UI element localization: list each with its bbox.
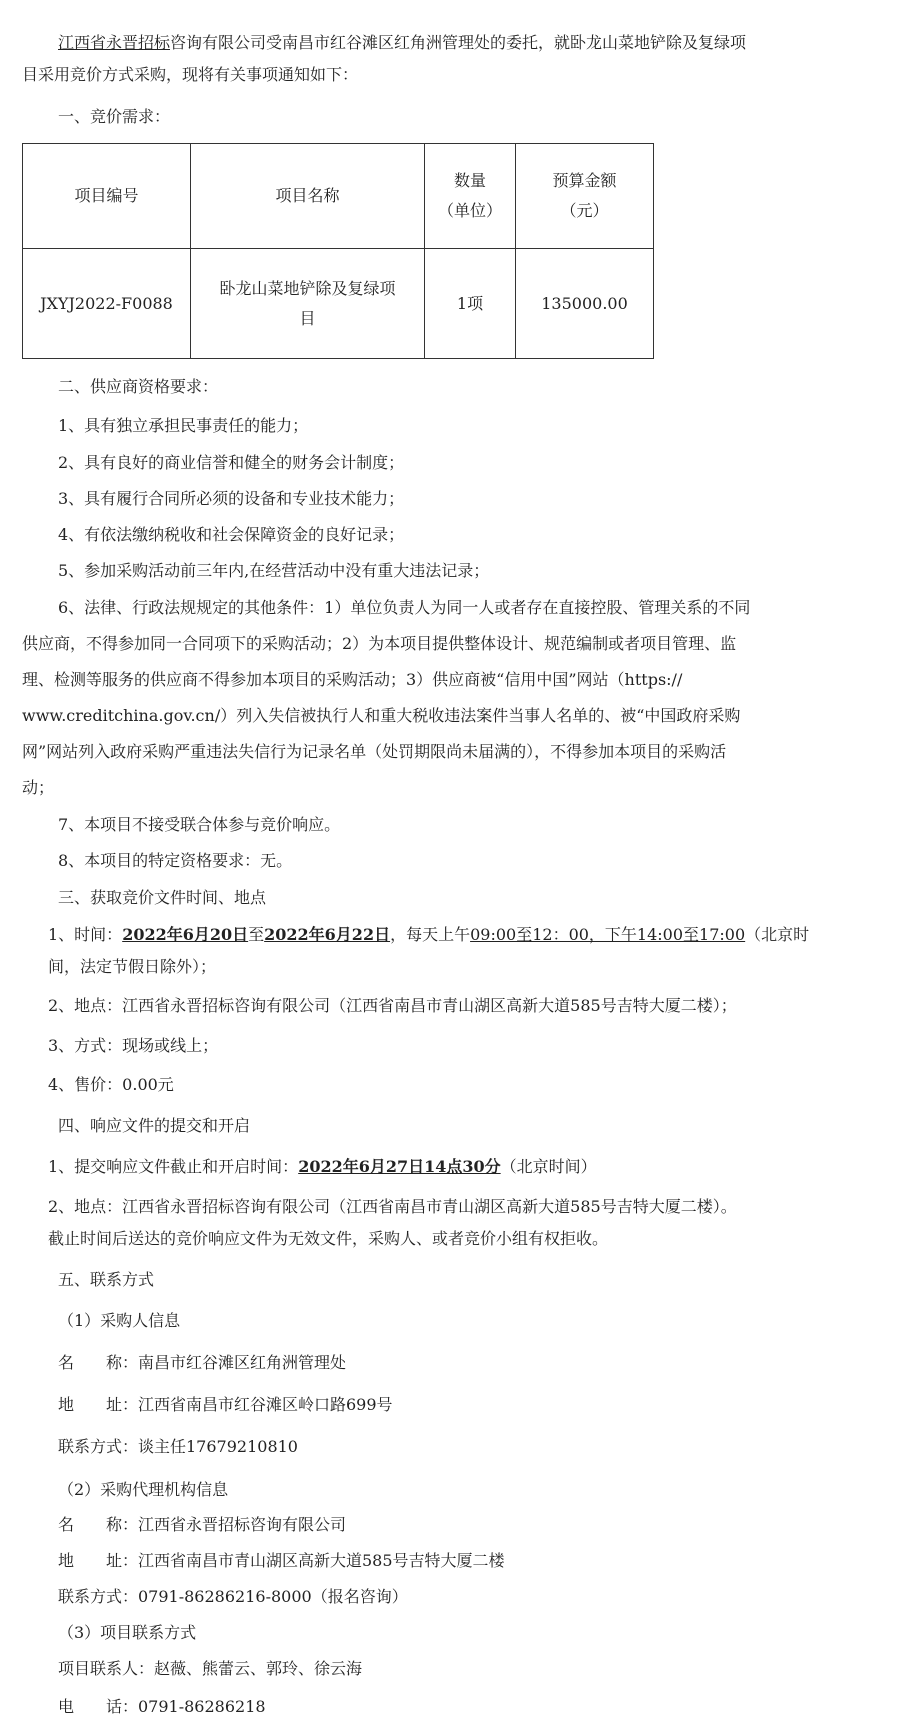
date-start: 2022年6月20日 [122,925,249,944]
intro-line-2: 目采用竞价方式采购，现将有关事项通知如下： [22,65,359,84]
table-row [23,249,654,359]
section4-title: 四、响应文件的提交和开启 [58,1116,251,1135]
section1-title: 一、竞价需求： [58,107,171,126]
deadline-line: 1、提交响应文件截止和开启时间：2022年6月27日14点30分（北京时间） [48,1157,597,1176]
qualification-item-6-line-1: 6、法律、行政法规规定的其他条件：1）单位负责人为同一人或者存在直接控股、管理关系的不同 [58,598,751,617]
qualification-item-4: 4、有依法缴纳税收和社会保障资金的良好记录； [58,525,405,544]
qualification-item-6-line-6: 动； [22,778,55,797]
qualification-item-8: 8、本项目的特定资格要求：无。 [58,851,293,870]
cell-code: JXYJ2022-F0088 [23,249,191,359]
obtain-price: 4、售价：0.00元 [48,1075,174,1094]
project-phone: 电 话：0791-86286218 [58,1697,266,1716]
agency-address: 地 址：江西省南昌市青山湖区高新大道585号吉特大厦二楼 [58,1551,505,1570]
project-people: 项目联系人：赵薇、熊蕾云、郭玲、徐云海 [58,1659,363,1678]
cell-qty: 1项 [425,249,516,359]
intro-line-1: 江西省永晋招标咨询有限公司受南昌市红谷滩区红角洲管理处的委托，就卧龙山菜地铲除及复绿项 [58,33,747,52]
qualification-item-3: 3、具有履行合同所必须的设备和专业技术能力； [58,489,405,508]
section5-title: 五、联系方式 [58,1270,155,1289]
office-hours: 09:00至12：00，下午14:00至17:00 [470,925,746,944]
project-title: （3）项目联系方式 [58,1623,197,1642]
qualification-item-1: 1、具有独立承担民事责任的能力； [58,416,309,435]
header-name: 项目名称 [191,144,425,249]
agency-contact: 联系方式：0791-86286216-8000（报名咨询） [58,1587,408,1606]
buyer-contact: 联系方式：谈主任17679210810 [58,1437,298,1456]
buyer-name: 名 称：南昌市红谷滩区红角洲管理处 [58,1353,347,1372]
header-code: 项目编号 [23,144,191,249]
deadline-value: 2022年6月27日14点30分 [298,1157,501,1176]
time-line-2: 间，法定节假日除外）； [48,957,217,976]
time-line-1: 1、时间：2022年6月20日至2022年6月22日，每天上午09:00至12：00，下午14:00至17:00（北京时 [48,925,810,944]
qualification-item-6-line-5: 网”网站列入政府采购严重违法失信行为记录名单（处罚期限尚未届满的），不得参加本项目的采购活 [22,742,727,761]
cell-name: 卧龙山菜地铲除及复绿项 目 [191,249,425,359]
section3-title: 三、获取竞价文件时间、地点 [58,888,267,907]
header-qty: 数量 （单位） [425,144,516,249]
cell-budget: 135000.00 [516,249,654,359]
qualification-item-6-line-4: www.creditchina.gov.cn/）列入失信被执行人和重大税收违法案件当事人名单的、被“中国政府采购 [22,706,741,725]
header-budget: 预算金额 （元） [516,144,654,249]
obtain-method: 3、方式：现场或线上； [48,1036,219,1055]
agency-link[interactable]: 江西省永晋招标 [58,33,171,52]
qualification-item-5: 5、参加采购活动前三年内,在经营活动中没有重大违法记录； [58,561,490,580]
section2-title: 二、供应商资格要求： [58,377,219,396]
buyer-address: 地 址：江西省南昌市红谷滩区岭口路699号 [58,1395,393,1414]
qualification-item-6-line-2: 供应商，不得参加同一合同项下的采购活动；2）为本项目提供整体设计、规范编制或者项目管理、监 [22,634,737,653]
qualification-item-7: 7、本项目不接受联合体参与竞价响应。 [58,815,341,834]
submit-place-line-1: 2、地点：江西省永晋招标咨询有限公司（江西省南昌市青山湖区高新大道585号吉特大厦二楼）。 [48,1197,737,1216]
buyer-title: （1）采购人信息 [58,1311,181,1330]
agency-name: 名 称：江西省永晋招标咨询有限公司 [58,1515,347,1534]
submit-place-line-2: 截止时间后送达的竞价响应文件为无效文件，采购人、或者竞价小组有权拒收。 [48,1229,609,1248]
requirements-table [22,143,654,359]
table-header-row [23,144,654,249]
qualification-item-2: 2、具有良好的商业信誉和健全的财务会计制度； [58,453,405,472]
obtain-place: 2、地点：江西省永晋招标咨询有限公司（江西省南昌市青山湖区高新大道585号吉特大厦二楼）； [48,996,737,1015]
date-end: 2022年6月22日 [264,925,391,944]
agency-title: （2）采购代理机构信息 [58,1480,229,1499]
qualification-item-6-line-3: 理、检测等服务的供应商不得参加本项目的采购活动；3）供应商被“信用中国”网站（https:// [22,670,683,689]
